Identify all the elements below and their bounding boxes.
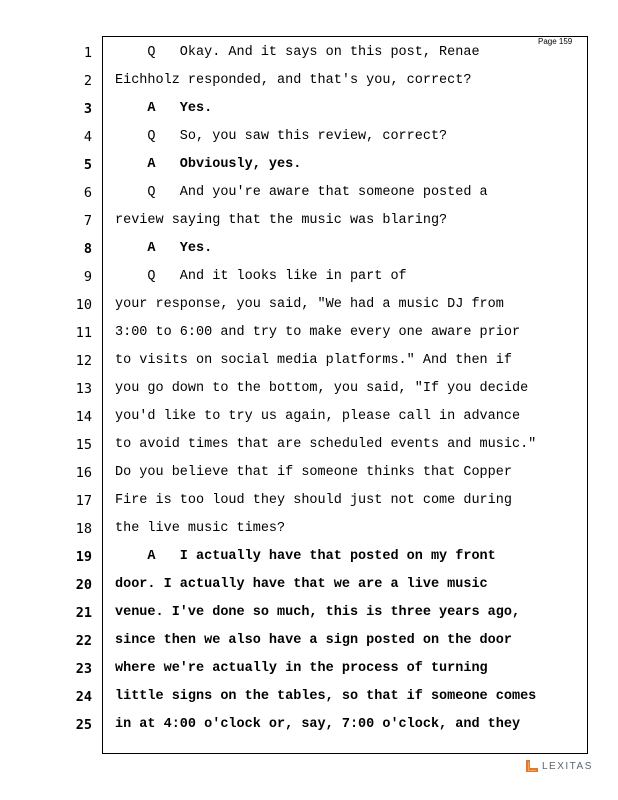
line-number: 19 bbox=[75, 549, 92, 565]
line-number: 22 bbox=[75, 633, 92, 649]
transcript-line-text: the live music times? bbox=[115, 521, 286, 536]
line-number: 4 bbox=[83, 129, 92, 145]
transcript-line-text: since then we also have a sign posted on the door bbox=[115, 633, 512, 648]
line-number: 25 bbox=[75, 717, 92, 733]
transcript-line-text: Eichholz responded, and that's you, correct? bbox=[115, 73, 472, 88]
line-number: 11 bbox=[75, 325, 92, 341]
line-number: 16 bbox=[75, 465, 92, 481]
brand-name: LEXITAS bbox=[542, 760, 593, 772]
line-number: 13 bbox=[75, 381, 92, 397]
line-number: 17 bbox=[75, 493, 92, 509]
transcript-line-text: Q And it looks like in part of bbox=[115, 269, 407, 284]
transcript-line-text: Q Okay. And it says on this post, Renae bbox=[115, 45, 480, 60]
transcript-line-text: where we're actually in the process of turning bbox=[115, 661, 488, 676]
line-number: 20 bbox=[75, 577, 92, 593]
transcript-line-text: door. I actually have that we are a live music bbox=[115, 577, 488, 592]
line-number: 15 bbox=[75, 437, 92, 453]
line-number: 7 bbox=[83, 213, 92, 229]
line-number: 5 bbox=[83, 157, 92, 173]
line-number: 23 bbox=[75, 661, 92, 677]
transcript-line-text: Fire is too loud they should just not come during bbox=[115, 493, 512, 508]
transcript-line-text: in at 4:00 o'clock or, say, 7:00 o'clock, and they bbox=[115, 717, 521, 732]
line-number: 18 bbox=[75, 521, 92, 537]
line-number: 3 bbox=[83, 101, 92, 117]
page-number-label: Page 159 bbox=[538, 37, 573, 46]
transcript-line-text: little signs on the tables, so that if someone comes bbox=[115, 689, 537, 704]
line-number: 8 bbox=[83, 241, 92, 257]
line-number: 14 bbox=[75, 409, 92, 425]
transcript-line-text: to avoid times that are scheduled events and music." bbox=[115, 437, 537, 452]
lexitas-logo bbox=[525, 758, 593, 774]
transcript-line-text: A Obviously, yes. bbox=[115, 157, 302, 172]
transcript-line-text: 3:00 to 6:00 and try to make every one aware prior bbox=[115, 325, 521, 340]
line-number: 24 bbox=[75, 689, 92, 705]
transcript-line-text: Q So, you saw this review, correct? bbox=[115, 129, 448, 144]
transcript-line-text: Do you believe that if someone thinks that Copper bbox=[115, 465, 512, 480]
line-number: 1 bbox=[83, 45, 92, 61]
line-number: 6 bbox=[83, 185, 92, 201]
transcript-line-text: review saying that the music was blaring? bbox=[115, 213, 448, 228]
line-number: 2 bbox=[83, 73, 92, 89]
transcript-line-text: A Yes. bbox=[115, 241, 213, 256]
transcript-line-text: venue. I've done so much, this is three years ago, bbox=[115, 605, 521, 620]
line-number: 12 bbox=[75, 353, 92, 369]
transcript-line-text: you go down to the bottom, you said, "If you decide bbox=[115, 381, 529, 396]
transcript-line-text: you'd like to try us again, please call in advance bbox=[115, 409, 521, 424]
lexitas-mark-icon bbox=[525, 759, 539, 773]
transcript-line-text: to visits on social media platforms." And then if bbox=[115, 353, 512, 368]
line-number: 21 bbox=[75, 605, 92, 621]
transcript-line-text: A Yes. bbox=[115, 101, 213, 116]
transcript-line-text: A I actually have that posted on my front bbox=[115, 549, 496, 564]
line-number: 9 bbox=[83, 269, 92, 285]
line-number: 10 bbox=[75, 297, 92, 313]
transcript-line-text: Q And you're aware that someone posted a bbox=[115, 185, 488, 200]
transcript-line-text: your response, you said, "We had a music DJ from bbox=[115, 297, 504, 312]
